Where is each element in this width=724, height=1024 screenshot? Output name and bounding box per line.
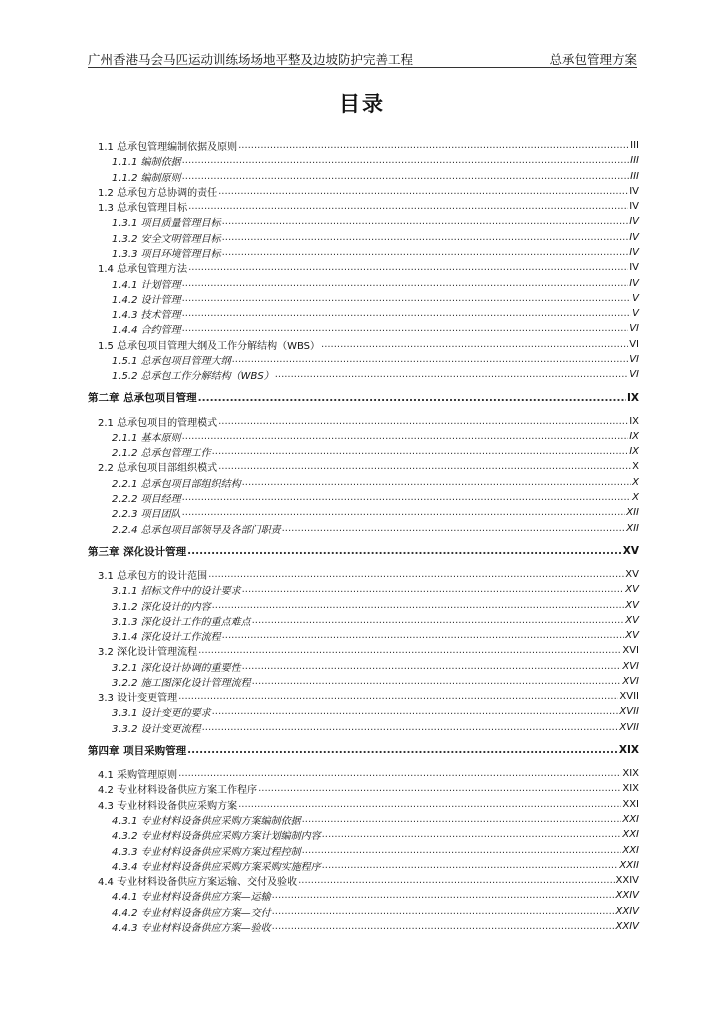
toc-entry-label: 2.2.2 项目经理	[112, 493, 181, 505]
toc-entry-label: 2.2.1 总承包项目部组织结构	[112, 478, 241, 490]
toc-entry-page: XXIV	[615, 920, 639, 932]
toc-entry-page: VI	[629, 353, 639, 365]
toc-leader-dots	[222, 247, 629, 258]
toc-entry[interactable]	[88, 643, 639, 658]
toc-leader-dots	[242, 477, 632, 488]
toc-leader-dots	[182, 431, 629, 442]
toc-entry-page: XV	[625, 569, 639, 581]
toc-entry[interactable]	[88, 291, 639, 306]
toc-entry[interactable]	[88, 169, 639, 184]
toc-entry-label: 1.1.1 编制依据	[112, 157, 181, 169]
toc-entry-page: XVI	[622, 660, 639, 672]
toc-entry-page: III	[630, 140, 639, 152]
toc-entry[interactable]	[88, 674, 639, 689]
toc-leader-dots	[212, 706, 619, 717]
toc-entry-label: 1.3.3 项目环境管理目标	[112, 248, 221, 260]
toc-entry-page: X	[632, 461, 639, 473]
toc-entry[interactable]	[88, 230, 639, 245]
toc-entry[interactable]	[88, 919, 639, 934]
toc-leader-dots	[182, 308, 632, 319]
toc-entry-label: 3.1.1 招标文件中的设计要求	[112, 586, 241, 598]
toc-entry[interactable]	[88, 781, 639, 796]
toc-entry-page: IV	[629, 277, 639, 289]
toc-leader-dots	[322, 829, 622, 840]
toc-entry-page: XII	[626, 507, 639, 519]
toc-leader-dots	[272, 890, 615, 901]
toc-entry-page: XV	[625, 630, 639, 642]
toc-entry[interactable]	[88, 704, 639, 719]
toc-leader-dots	[272, 921, 615, 932]
toc-entry[interactable]	[88, 367, 639, 382]
toc-entry[interactable]	[88, 689, 639, 704]
toc-entry-label: 1.5 总承包项目管理大纲及工作分解结构（WBS）	[98, 340, 321, 352]
toc-entry[interactable]	[88, 336, 639, 351]
toc-entry[interactable]	[88, 567, 639, 582]
toc-leader-dots	[182, 507, 626, 518]
toc-entry[interactable]	[88, 812, 639, 827]
toc-entry[interactable]	[88, 275, 639, 290]
toc-entry-page: XXI	[622, 814, 639, 826]
toc-leader-dots	[302, 814, 622, 825]
toc-entry[interactable]	[88, 520, 639, 535]
toc-entry-page: XXIV	[615, 890, 639, 902]
toc-leader-dots	[222, 232, 629, 243]
toc-leader-dots	[298, 875, 614, 886]
toc-entry-label: 4.4.2 专业材料设备供应方案—交付	[112, 907, 271, 919]
toc-entry[interactable]	[88, 260, 639, 275]
toc-entry-page: V	[632, 308, 639, 320]
toc-entry-page: III	[630, 155, 639, 167]
toc-entry[interactable]	[88, 321, 639, 336]
toc-entry-page: XII	[626, 522, 639, 534]
toc-entry[interactable]	[88, 444, 639, 459]
toc-entry[interactable]	[88, 414, 639, 429]
toc-leader-dots	[222, 630, 625, 641]
toc-entry-page: XVI	[622, 645, 639, 657]
toc-entry-page: VI	[629, 323, 639, 335]
toc-entry-page: XVII	[619, 721, 639, 733]
toc-entry-label: 1.3.2 安全文明管理目标	[112, 233, 221, 245]
toc-entry[interactable]	[88, 888, 639, 903]
toc-leader-dots	[242, 661, 622, 672]
toc-leader-dots	[218, 186, 628, 197]
toc-entry-page: IX	[629, 430, 639, 442]
toc-leader-dots	[282, 523, 626, 534]
toc-entry-label: 4.1 采购管理原则	[98, 770, 178, 782]
toc-entry-label: 2.2.3 项目团队	[112, 509, 181, 521]
toc-entry-page: VI	[629, 369, 639, 381]
toc-entry-page: XV	[625, 599, 639, 611]
toc-entry-label: 4.3.4 专业材料设备供应采购方案采购实施程序	[112, 861, 321, 873]
toc-entry-page: IV	[629, 216, 639, 228]
toc-entry-label: 1.4.4 合约管理	[112, 325, 181, 337]
toc-entry-label: 1.1 总承包管理编制依据及原则	[98, 142, 238, 154]
toc-entry-label: 4.3 专业材料设备供应采购方案	[98, 800, 238, 812]
toc-entry[interactable]	[88, 720, 639, 735]
toc-entry-page: XIX	[622, 783, 639, 795]
toc-entry-label: 1.3 总承包管理目标	[98, 203, 188, 215]
toc-entry[interactable]	[88, 459, 639, 474]
toc-leader-dots	[212, 446, 629, 457]
document-name: 总承包管理方案	[549, 52, 637, 67]
toc-entry-page: XXI	[622, 829, 639, 841]
toc-leader-dots	[232, 354, 629, 365]
toc-entry-page: IV	[629, 185, 639, 197]
toc-entry[interactable]	[88, 214, 639, 229]
toc-leader-dots	[198, 645, 621, 656]
toc-entry[interactable]	[88, 582, 639, 597]
toc-leader-dots	[321, 339, 628, 350]
toc-entry-page: V	[632, 292, 639, 304]
toc-leader-dots	[218, 416, 628, 427]
toc-entry-label: 3.1.4 深化设计工作流程	[112, 632, 221, 644]
toc-leader-dots	[198, 392, 626, 404]
toc-entry[interactable]	[88, 766, 639, 781]
toc-entry-label: 第二章 总承包项目管理	[88, 392, 197, 405]
toc-leader-dots	[252, 676, 622, 687]
toc-entry-label: 1.4.3 技术管理	[112, 310, 181, 322]
toc-leader-dots	[302, 845, 622, 856]
toc-entry-page: XXIV	[615, 905, 639, 917]
toc-leader-dots	[182, 293, 632, 304]
toc-entry-page: X	[632, 491, 639, 503]
toc-leader-dots	[178, 768, 621, 779]
toc-entry[interactable]	[88, 138, 639, 153]
toc-leader-dots	[242, 584, 625, 595]
toc-entry-label: 3.1 总承包方的设计范围	[98, 571, 208, 583]
toc-leader-dots	[272, 906, 615, 917]
toc-entry-label: 4.3.3 专业材料设备供应采购方案过程控制	[112, 846, 301, 858]
toc-leader-dots	[202, 722, 619, 733]
toc-entry[interactable]	[88, 613, 639, 628]
toc-entry[interactable]	[88, 153, 639, 168]
toc-entry[interactable]	[88, 475, 639, 490]
toc-entry-label: 1.3.1 项目质量管理目标	[112, 218, 221, 230]
toc-entry-page: IV	[629, 262, 639, 274]
toc-chapter-entry[interactable]	[88, 390, 639, 405]
toc-leader-dots	[258, 783, 621, 794]
toc-entry[interactable]	[88, 429, 639, 444]
toc-leader-dots	[182, 171, 630, 182]
toc-entry-page: X	[632, 476, 639, 488]
toc-entry-label: 3.1.3 深化设计工作的重点难点	[112, 616, 251, 628]
toc-entry[interactable]	[88, 245, 639, 260]
toc-entry-label: 3.3 设计变更管理	[98, 693, 178, 705]
toc-entry-label: 4.3.1 专业材料设备供应采购方案编制依据	[112, 816, 301, 828]
toc-entry-page: IX	[629, 415, 639, 427]
toc-entry[interactable]	[88, 873, 639, 888]
toc-entry[interactable]	[88, 505, 639, 520]
toc-leader-dots	[222, 216, 629, 227]
toc-entry-page: IV	[629, 231, 639, 243]
toc-entry[interactable]	[88, 306, 639, 321]
toc-leader-dots	[187, 545, 622, 557]
toc-entry-page: XXI	[622, 844, 639, 856]
toc-entry-label: 3.2.1 深化设计协调的重要性	[112, 662, 241, 674]
toc-entry-label: 2.2.4 总承包项目部领导及各部门职责	[112, 524, 281, 536]
toc-entry-page: VI	[629, 338, 639, 350]
toc-leader-dots	[275, 369, 628, 380]
toc-entry[interactable]	[88, 199, 639, 214]
toc-entry-page: XV	[622, 545, 639, 558]
toc-entry[interactable]	[88, 628, 639, 643]
toc-leader-dots	[208, 569, 624, 580]
toc-entry-label: 3.2 深化设计管理流程	[98, 647, 198, 659]
toc-entry-label: 3.2.2 施工图深化设计管理流程	[112, 677, 251, 689]
toc-leader-dots	[182, 278, 629, 289]
toc-entry-page: XVII	[619, 691, 639, 703]
toc-entry[interactable]	[88, 352, 639, 367]
toc-entry-label: 2.2 总承包项目部组织模式	[98, 463, 218, 475]
toc-leader-dots	[188, 262, 628, 273]
toc-entry-label: 1.2 总承包方总协调的责任	[98, 187, 218, 199]
toc-entry-label: 3.3.2 设计变更流程	[112, 723, 201, 735]
toc-entry-label: 2.1.2 总承包管理工作	[112, 448, 211, 460]
toc-entry-page: XVI	[622, 675, 639, 687]
toc-leader-dots	[212, 600, 625, 611]
toc-entry-label: 第三章 深化设计管理	[88, 545, 187, 558]
toc-entry-page: XVII	[619, 706, 639, 718]
toc-leader-dots	[252, 615, 625, 626]
toc-entry-label: 第四章 项目采购管理	[88, 744, 187, 757]
toc-entry-label: 2.1.1 基本原则	[112, 432, 181, 444]
toc-chapter-entry[interactable]	[88, 544, 639, 559]
toc-entry-label: 1.1.2 编制原则	[112, 172, 181, 184]
toc-entry-label: 4.4.1 专业材料设备供应方案—运输	[112, 892, 271, 904]
toc-entry-page: XXIV	[615, 875, 639, 887]
table-of-contents	[88, 138, 639, 934]
toc-entry[interactable]	[88, 490, 639, 505]
toc-leader-dots	[187, 744, 618, 756]
toc-leader-dots	[182, 323, 629, 334]
toc-entry-page: III	[630, 170, 639, 182]
toc-leader-dots	[178, 691, 618, 702]
toc-entry-label: 1.4 总承包管理方法	[98, 264, 188, 276]
page-header	[88, 50, 637, 68]
toc-entry-page: IV	[629, 201, 639, 213]
toc-entry[interactable]	[88, 597, 639, 612]
toc-entry[interactable]	[88, 184, 639, 199]
toc-leader-dots	[182, 155, 630, 166]
toc-leader-dots	[218, 461, 631, 472]
toc-leader-dots	[238, 140, 629, 151]
toc-entry[interactable]	[88, 797, 639, 812]
project-name: 广州香港马会马匹运动训练场场地平整及边坡防护完善工程	[88, 52, 414, 67]
toc-entry-label: 3.1.2 深化设计的内容	[112, 601, 211, 613]
toc-entry-label: 1.4.1 计划管理	[112, 279, 181, 291]
toc-entry-label: 4.2 专业材料设备供应方案工作程序	[98, 785, 258, 797]
toc-leader-dots	[188, 201, 628, 212]
toc-entry-label: 1.5.1 总承包项目管理大纲	[112, 355, 231, 367]
toc-entry-label: 2.1 总承包项目的管理模式	[98, 417, 218, 429]
toc-entry[interactable]	[88, 659, 639, 674]
toc-entry-page: XXI	[622, 798, 639, 810]
toc-entry[interactable]	[88, 858, 639, 873]
toc-entry-page: XXII	[619, 859, 639, 871]
toc-entry[interactable]	[88, 827, 639, 842]
toc-entry[interactable]	[88, 903, 639, 918]
toc-entry-page: XV	[625, 584, 639, 596]
toc-entry-page: IX	[626, 391, 639, 404]
toc-leader-dots	[322, 860, 619, 871]
toc-entry-label: 1.5.2 总承包工作分解结构（WBS）	[112, 371, 274, 383]
toc-entry-page: IX	[629, 446, 639, 458]
toc-entry-page: XIX	[618, 744, 639, 757]
toc-leader-dots	[238, 799, 621, 810]
toc-entry-page: XV	[625, 614, 639, 626]
toc-entry-page: IV	[629, 246, 639, 258]
toc-leader-dots	[182, 492, 632, 503]
toc-entry-label: 1.4.2 设计管理	[112, 294, 181, 306]
page-title: 目录	[339, 92, 385, 116]
toc-entry-page: XIX	[622, 768, 639, 780]
toc-entry-label: 4.4.3 专业材料设备供应方案—验收	[112, 922, 271, 934]
toc-entry-label: 4.3.2 专业材料设备供应采购方案计划编制内容	[112, 831, 321, 843]
toc-entry-label: 4.4 专业材料设备供应方案运输、交付及验收	[98, 877, 298, 889]
toc-entry-label: 3.3.1 设计变更的要求	[112, 708, 211, 720]
toc-entry[interactable]	[88, 842, 639, 857]
toc-chapter-entry[interactable]	[88, 743, 639, 758]
